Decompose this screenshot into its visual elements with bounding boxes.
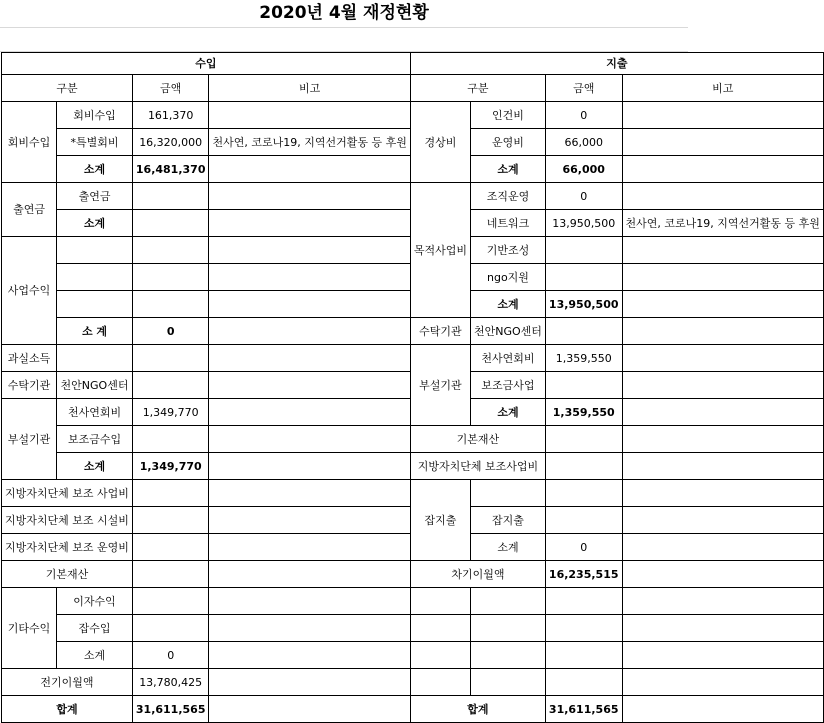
expense-empty bbox=[545, 615, 622, 642]
expense-amount-header: 금액 bbox=[545, 75, 622, 102]
expense-item-amount bbox=[545, 507, 622, 534]
expense-subtotal-amount: 66,000 bbox=[545, 156, 622, 183]
expense-empty bbox=[622, 669, 823, 696]
income-item-name: 이자수익 bbox=[57, 588, 133, 615]
expense-item-remark bbox=[622, 237, 823, 264]
expense-item-remark bbox=[622, 561, 823, 588]
expense-empty bbox=[471, 669, 546, 696]
income-amount-header: 금액 bbox=[132, 75, 209, 102]
expense-item-remark bbox=[622, 264, 823, 291]
expense-subtotal-label: 소계 bbox=[471, 399, 546, 426]
income-item-remark bbox=[209, 156, 410, 183]
income-subtotal-amount: 1,349,770 bbox=[132, 453, 209, 480]
income-item-remark bbox=[209, 480, 410, 507]
expense-item-remark bbox=[622, 102, 823, 129]
income-carryover-amount: 13,780,425 bbox=[132, 669, 209, 696]
expense-item-remark: 천사연, 코로나19, 지역선거활동 등 후원 bbox=[622, 210, 823, 237]
expense-item-name: 운영비 bbox=[471, 129, 546, 156]
income-header: 수입 bbox=[2, 53, 411, 75]
expense-empty bbox=[545, 588, 622, 615]
income-item-remark bbox=[209, 696, 410, 723]
income-item-amount bbox=[132, 615, 209, 642]
income-item-amount bbox=[132, 264, 209, 291]
income-local-business-label: 지방자치단체 보조 사업비 bbox=[2, 480, 133, 507]
income-item-amount bbox=[132, 507, 209, 534]
expense-category-header: 구분 bbox=[410, 75, 545, 102]
expense-subtotal-label: 소계 bbox=[471, 534, 546, 561]
expense-subtotal-label: 소계 bbox=[471, 291, 546, 318]
income-other-label: 기타수익 bbox=[2, 588, 57, 669]
expense-empty bbox=[410, 588, 470, 615]
expense-carryforward-label: 차기이월액 bbox=[410, 561, 545, 588]
income-item-name: *특별회비 bbox=[57, 129, 133, 156]
income-item-remark bbox=[209, 588, 410, 615]
income-subtotal-amount: 16,481,370 bbox=[132, 156, 209, 183]
income-item-remark bbox=[209, 102, 410, 129]
expense-item-amount: 66,000 bbox=[545, 129, 622, 156]
income-item-amount: 1,349,770 bbox=[132, 399, 209, 426]
expense-operating-label: 경상비 bbox=[410, 102, 470, 183]
income-item-name: 천사연회비 bbox=[57, 399, 133, 426]
expense-item-amount bbox=[545, 372, 622, 399]
income-item-remark bbox=[209, 318, 410, 345]
expense-item-amount bbox=[545, 453, 622, 480]
income-local-facility-label: 지방자치단체 보조 시설비 bbox=[2, 507, 133, 534]
expense-local-business-label: 지방자치단체 보조사업비 bbox=[410, 453, 545, 480]
expense-item-remark bbox=[622, 291, 823, 318]
income-item-name bbox=[57, 237, 133, 264]
expense-item-remark bbox=[622, 453, 823, 480]
expense-item-amount bbox=[545, 237, 622, 264]
income-item-amount bbox=[132, 237, 209, 264]
income-local-operation-label: 지방자치단체 보조 운영비 bbox=[2, 534, 133, 561]
income-item-remark bbox=[209, 642, 410, 669]
income-item-remark bbox=[209, 210, 410, 237]
income-item-remark bbox=[209, 669, 410, 696]
income-remark-header: 비고 bbox=[209, 75, 410, 102]
expense-empty bbox=[622, 615, 823, 642]
income-prior-label: 과실소득 bbox=[2, 345, 57, 372]
expense-item-amount bbox=[545, 480, 622, 507]
expense-carryforward-amount: 16,235,515 bbox=[545, 561, 622, 588]
expense-subtotal-amount: 1,359,550 bbox=[545, 399, 622, 426]
expense-item-amount: 13,950,500 bbox=[545, 210, 622, 237]
expense-trust-label: 수탁기관 bbox=[410, 318, 470, 345]
income-item-name: 회비수입 bbox=[57, 102, 133, 129]
expense-total-label: 합계 bbox=[410, 696, 545, 723]
expense-purpose-label: 목적사업비 bbox=[410, 183, 470, 318]
expense-item-amount: 0 bbox=[545, 183, 622, 210]
income-item-amount bbox=[132, 372, 209, 399]
expense-item-remark bbox=[622, 156, 823, 183]
expense-item-remark bbox=[622, 129, 823, 156]
expense-item-remark bbox=[622, 507, 823, 534]
expense-base-asset-label: 기본재산 bbox=[410, 426, 545, 453]
expense-item-remark bbox=[622, 480, 823, 507]
expense-remark-header: 비고 bbox=[622, 75, 823, 102]
income-item-remark bbox=[209, 345, 410, 372]
income-item-amount bbox=[132, 426, 209, 453]
expense-item-name: ngo지원 bbox=[471, 264, 546, 291]
income-item-name: 출연금 bbox=[57, 183, 133, 210]
expense-item-remark bbox=[622, 318, 823, 345]
expense-item-amount: 1,359,550 bbox=[545, 345, 622, 372]
income-item-name: 잡수입 bbox=[57, 615, 133, 642]
expense-subtotal-amount: 0 bbox=[545, 534, 622, 561]
income-trust-name: 천안NGO센터 bbox=[57, 372, 133, 399]
income-subtotal-label: 소계 bbox=[57, 210, 133, 237]
expense-empty bbox=[545, 642, 622, 669]
income-item-name bbox=[57, 264, 133, 291]
income-subtotal-label: 소계 bbox=[57, 453, 133, 480]
expense-empty bbox=[410, 615, 470, 642]
expense-item-remark bbox=[622, 696, 823, 723]
income-item-amount bbox=[132, 534, 209, 561]
income-item-name: 보조금수입 bbox=[57, 426, 133, 453]
income-item-amount bbox=[132, 588, 209, 615]
income-item-remark bbox=[209, 561, 410, 588]
income-item-name bbox=[57, 291, 133, 318]
expense-item-name: 인건비 bbox=[471, 102, 546, 129]
expense-empty bbox=[622, 588, 823, 615]
expense-item-remark bbox=[622, 534, 823, 561]
income-contribution-label: 출연금 bbox=[2, 183, 57, 237]
income-item-amount bbox=[132, 480, 209, 507]
income-item-remark bbox=[209, 507, 410, 534]
expense-item-remark bbox=[622, 345, 823, 372]
expense-item-name bbox=[471, 480, 546, 507]
income-trust-label: 수탁기관 bbox=[2, 372, 57, 399]
expense-item-amount bbox=[545, 264, 622, 291]
income-item-remark bbox=[209, 453, 410, 480]
income-item-remark bbox=[209, 264, 410, 291]
income-item-remark bbox=[209, 291, 410, 318]
income-category-header: 구분 bbox=[2, 75, 133, 102]
income-item-amount bbox=[132, 183, 209, 210]
income-item-remark bbox=[209, 237, 410, 264]
income-membership-label: 회비수입 bbox=[2, 102, 57, 183]
expense-item-amount bbox=[545, 318, 622, 345]
income-business-label: 사업수익 bbox=[2, 237, 57, 345]
income-item-amount bbox=[132, 291, 209, 318]
expense-item-remark bbox=[622, 399, 823, 426]
expense-misc-label: 잡지출 bbox=[410, 480, 470, 561]
income-total-label: 합계 bbox=[2, 696, 133, 723]
income-item-remark: 천사연, 코로나19, 지역선거활동 등 후원 bbox=[209, 129, 410, 156]
expense-item-amount: 0 bbox=[545, 102, 622, 129]
income-item-remark bbox=[209, 534, 410, 561]
income-base-asset-label: 기본재산 bbox=[2, 561, 133, 588]
income-item-remark bbox=[209, 615, 410, 642]
income-item-amount: 16,320,000 bbox=[132, 129, 209, 156]
sheet-divider bbox=[0, 27, 688, 28]
income-subtotal-amount bbox=[132, 210, 209, 237]
expense-empty bbox=[545, 669, 622, 696]
expense-item-name: 네트워크 bbox=[471, 210, 546, 237]
income-item-remark bbox=[209, 426, 410, 453]
expense-item-remark bbox=[622, 426, 823, 453]
expense-item-remark bbox=[622, 372, 823, 399]
expense-subtotal-label: 소계 bbox=[471, 156, 546, 183]
income-subtotal-label: 소 계 bbox=[57, 318, 133, 345]
expense-subtotal-amount: 13,950,500 bbox=[545, 291, 622, 318]
income-item-remark bbox=[209, 399, 410, 426]
income-item-remark bbox=[209, 183, 410, 210]
income-subtotal-label: 소계 bbox=[57, 156, 133, 183]
income-subtotal-amount: 0 bbox=[132, 318, 209, 345]
income-item-amount bbox=[132, 345, 209, 372]
expense-empty bbox=[471, 615, 546, 642]
page-title: 2020년 4월 재정현황 bbox=[259, 3, 429, 23]
income-affiliate-label: 부설기관 bbox=[2, 399, 57, 480]
income-total-amount: 31,611,565 bbox=[132, 696, 209, 723]
expense-item-name: 조직운영 bbox=[471, 183, 546, 210]
expense-empty bbox=[471, 588, 546, 615]
expense-item-name: 기반조성 bbox=[471, 237, 546, 264]
expense-item-name: 보조금사업 bbox=[471, 372, 546, 399]
expense-item-amount bbox=[545, 426, 622, 453]
income-subtotal-amount: 0 bbox=[132, 642, 209, 669]
income-item-amount: 161,370 bbox=[132, 102, 209, 129]
expense-empty bbox=[410, 642, 470, 669]
expense-empty bbox=[471, 642, 546, 669]
expense-empty bbox=[622, 642, 823, 669]
expense-item-name: 잡지출 bbox=[471, 507, 546, 534]
income-item-remark bbox=[209, 372, 410, 399]
income-subtotal-label: 소계 bbox=[57, 642, 133, 669]
income-item-amount bbox=[132, 561, 209, 588]
expense-item-name: 천사연회비 bbox=[471, 345, 546, 372]
expense-empty bbox=[410, 669, 470, 696]
expense-total-amount: 31,611,565 bbox=[545, 696, 622, 723]
finance-table bbox=[1, 52, 824, 723]
income-carryover-label: 전기이월액 bbox=[2, 669, 133, 696]
income-item-name bbox=[57, 345, 133, 372]
expense-affiliate-label: 부설기관 bbox=[410, 345, 470, 426]
expense-header: 지출 bbox=[410, 53, 823, 75]
expense-item-remark bbox=[622, 183, 823, 210]
expense-trust-name: 천안NGO센터 bbox=[471, 318, 546, 345]
